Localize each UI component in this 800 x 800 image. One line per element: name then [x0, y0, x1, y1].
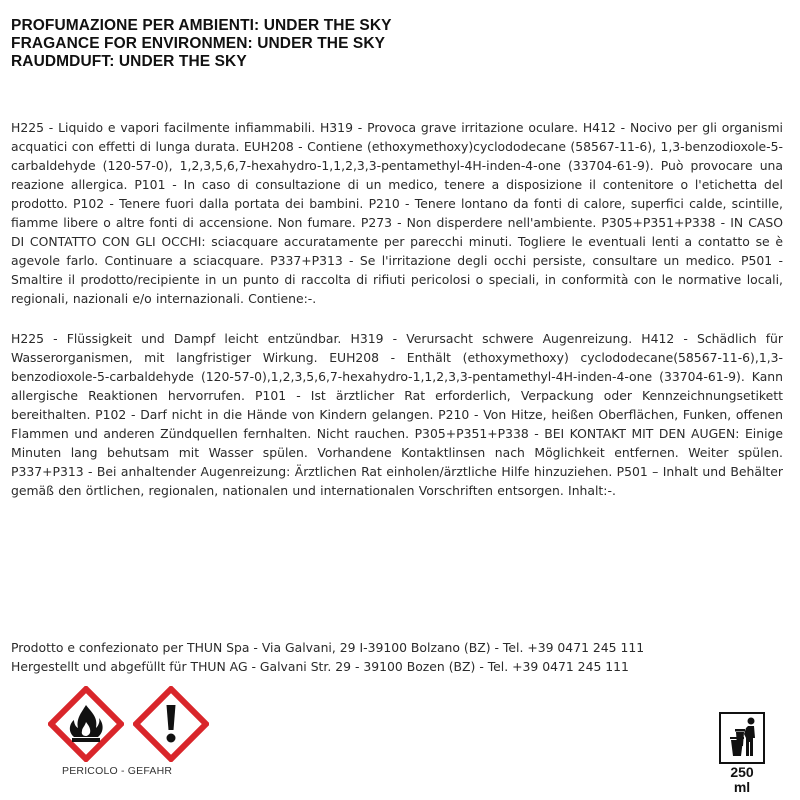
product-titles [11, 17, 711, 71]
title-german: RAUDMDUFT: UNDER THE SKY [11, 53, 247, 70]
producer-info [11, 638, 791, 676]
exclamation-mark-icon [133, 686, 209, 762]
producer-german: Hergestellt und abgefüllt für THUN AG - Galvani Str. 29 - 39100 Bozen (BZ) - Tel. +39 0471 245 111 [11, 659, 629, 674]
hazard-text-italian: H225 - Liquido e vapori facilmente infiammabili. H319 - Provoca grave irritazione oculare. H412 - Nocivo per gli organismi acquatici con effetti di lunga durata. EUH208 - Contiene (ethoxymethoxy)cyclododecane (58567-11-6), 1,3-benzodioxole-5-carbaldehyde (120-57-0), 1,2,3,5,6,7-hexahydro-1,1,2,3,3-pentamethyl-4H-inden-4-one (33704-61-9). Può provocare una reazione allergica. P101 - In caso di consultazione di un medico, tenere a disposizione il contenitore o l'etichetta del prodotto. P102 - Tenere fuori dalla portata dei bambini. P210 - Tenere lontano da fonti di calore, superfici calde, scintille, fiamme libere o altre fonti di accensione. Non fumare. P273 - Non disperdere nell'ambiente. P305+P351+P338 - IN CASO DI CONTATTO CON GLI OCCHI: sciacquare accuratamente per parecchi minuti. Togliere le eventuali lenti a contatto se è agevole farlo. Continuare a sciacquare. P337+P313 - Se l'irritazione degli occhi persiste, consultare un medico. P501 - Smaltire il prodotto/recipiente in un punto di raccolta di rifiuti pericolosi o speciali, in conformità con le normative locali, regionali, nazionali e/o internazionali. Contiene:-. [11, 120, 783, 306]
volume-unit: ml [733, 779, 751, 795]
signal-word: PERICOLO - GEFAHR [62, 765, 173, 777]
title-english: FRAGANCE FOR ENVIRONMEN: UNDER THE SKY [11, 35, 386, 52]
hazard-text-german: H225 - Flüssigkeit und Dampf leicht entzündbar. H319 - Verursacht schwere Augenreizung. H412 - Schädlich für Wasserorganismen, mit langfristiger Wirkung. EUH208 - Enthält (ethoxymethoxy) cyclododecane(58567-11-6),1,3-benzodioxole-5-carbaldehyde (120-57-0),1,2,3,5,6,7-hexahydro-1,1,2,3,3-pentamethyl-4H-inden-4-one (33704-61-9). Kann allergische Reaktionen hervorrufen. P101 - Ist ärztlicher Rat erforderlich, Verpackung oder Kennzeichnungsetikett bereithalten. P102 - Darf nicht in die Hände von Kindern gelangen. P210 - Von Hitze, heißen Oberflächen, Funken, offenen Flammen und anderen Zündquellen fernhalten. Nicht rauchen. P305+P351+P338 - BEI KONTAKT MIT DEN AUGEN: Einige Minuten lang behutsam mit Wasser spülen. Vorhandene Kontaktlinsen nach Möglichkeit entfernen. Weiter spülen. P337+P313 - Bei anhaltender Augenreizung: Ärztlichen Rat einholen/ärztliche Hilfe hinzuziehen. P501 – Inhalt und Behälter gemäß den örtlichen, regionalen, nationalen und internationalen Vorschriften entsorgen. Inhalt:-. [11, 331, 783, 498]
volume-label [715, 765, 769, 795]
volume-amount: 250 [730, 764, 754, 780]
person-in-bin-icon [719, 712, 765, 764]
flame-icon [48, 686, 124, 762]
title-italian: PROFUMAZIONE PER AMBIENTI: UNDER THE SKY [11, 17, 392, 34]
producer-italian: Prodotto e confezionato per THUN Spa - Via Galvani, 29 I-39100 Bolzano (BZ) - Tel. +39 0471 245 111 [11, 640, 645, 655]
ghs-pictograms [48, 686, 218, 766]
